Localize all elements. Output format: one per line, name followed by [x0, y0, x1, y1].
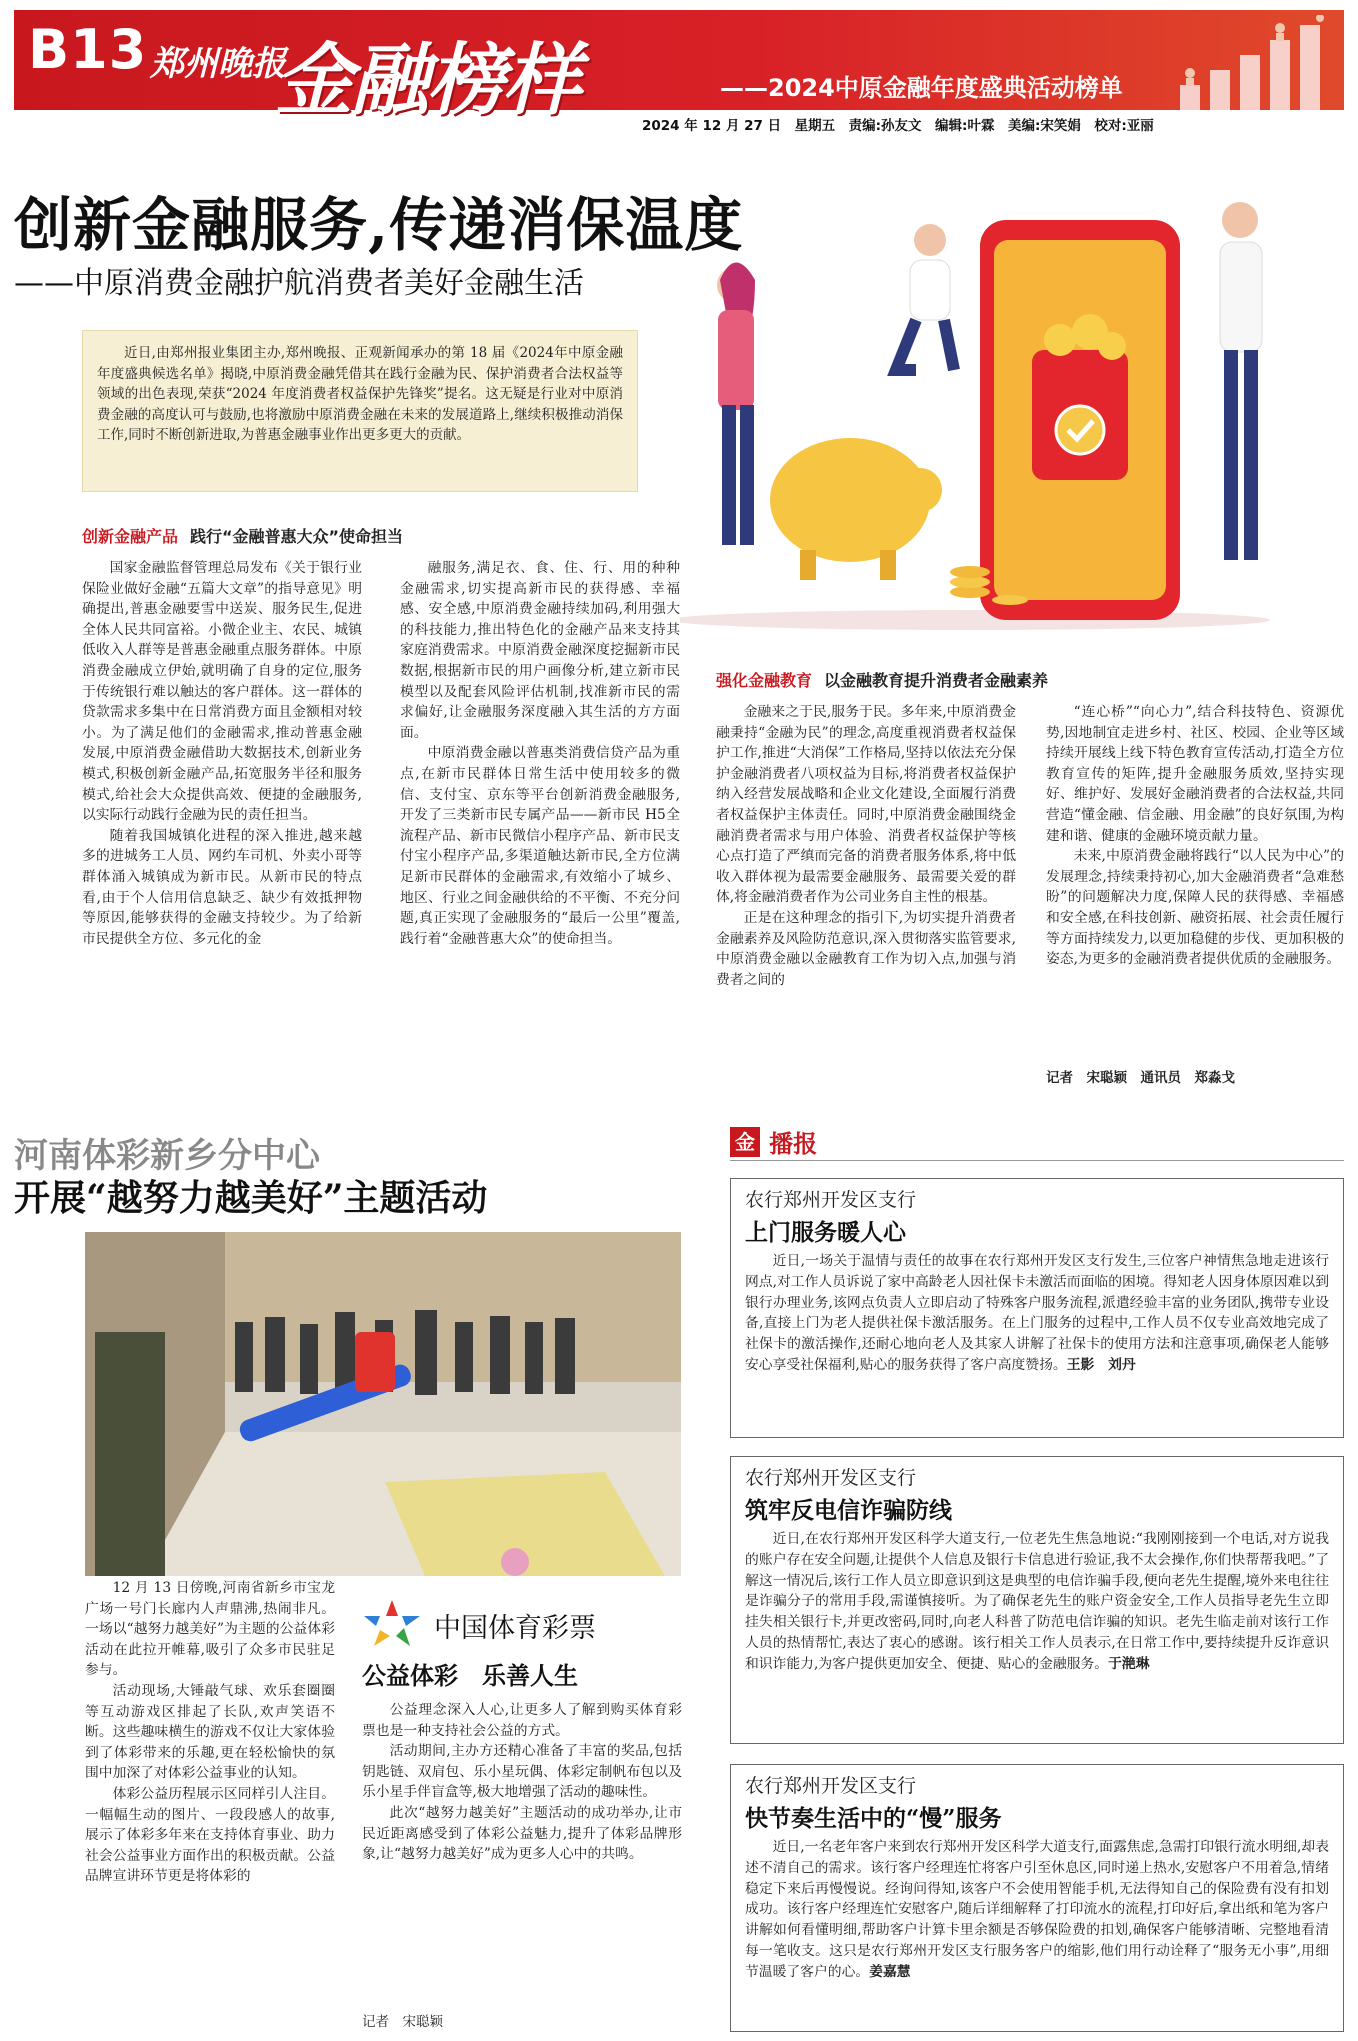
news-item	[730, 1456, 1344, 1744]
paragraph: 体彩公益历程展示区同样引人注目。一幅幅生动的图片、一段段感人的故事,展示了体彩多年来在支持体育事业、助力社会公益事业方面作出的积极贡献。公益品牌宣讲环节更是将体彩的	[85, 1785, 335, 1885]
section-heading-2	[716, 668, 1048, 691]
article-subheadline: ——中原消费金融护航消费者美好金融生活	[14, 266, 584, 301]
event-photo	[85, 1232, 681, 1576]
paragraph: 随着我国城镇化进程的深入推进,越来越多的进城务工人员、网约车司机、外卖小哥等群体涌入城镇成为新市民。从新市民的特点看,由于个人信用信息缺乏、缺少有效抵押物等原因,能够获得的金融支持较少。为了给新市民提供全方位、多元化的金	[82, 827, 362, 947]
article2-title-line2: 开展“越努力越美好”主题活动	[14, 1177, 488, 1219]
paragraph: 正是在这种理念的指引下,为切实提升消费者金融素养及风险防范意识,深入贯彻落实监管要求,中原消费金融以金融教育工作为切入点,加强与消费者之间的	[716, 909, 1016, 988]
news-org: 农行郑州开发区支行	[745, 1467, 917, 1489]
section1-column-2	[400, 558, 680, 1088]
lottery-logo	[362, 1598, 682, 1690]
lottery-slogan: 公益体彩 乐善人生	[362, 1661, 578, 1690]
news-title: 快节奏生活中的“慢”服务	[745, 1805, 1002, 1832]
news-item	[730, 1178, 1344, 1438]
paragraph: 12 月 13 日傍晚,河南省新乡市宝龙广场一号门长廊内人声鼎沸,热闹非凡。一场以“越努力越美好”为主题的公益体彩活动在此拉开帷幕,吸引了众多市民驻足参与。	[85, 1580, 335, 1679]
article2-title-line1: 河南体彩新乡分中心	[14, 1136, 320, 1176]
masthead-title: 金融榜样	[275, 35, 580, 126]
section-tag: 创新金融产品	[82, 527, 179, 546]
section1-column-1	[82, 558, 362, 1088]
article2-column-2	[362, 1700, 682, 2020]
news-body: 近日,一名老年客户来到农行郑州开发区科学大道支行,面露焦虑,急需打印银行流水明细,却表述不清自己的需求。该行客户经理连忙将客户引至休息区,同时递上热水,安慰客户不用着急,情绪稳定下来后再慢慢说。经询问得知,该客户不会使用智能手机,无法得知自己的保险费有没有扣划成功。该行客户经理连忙安慰客户,随后详细解释了打印流水的流程,打印好后,拿出纸和笔为客户讲解如何看懂明细,帮助客户计算卡里余额是否够保险费的扣划,确保客户能够清晰、完整地看清每一笔收支。这只是农行郑州开发区支行服务客户的缩影,他们用行动诠释了“服务无小事”,用细节温暖了客户的心。	[745, 1839, 1329, 1980]
news-body: 近日,一场关于温情与责任的故事在农行郑州开发区支行发生,三位客户神情焦急地走进该行网点,对工作人员诉说了家中高龄老人因社保卡未激活而面临的困境。得知老人因身体原因难以到银行办理业务,该网点负责人立即启动了特殊客户服务流程,派遣经验丰富的业务团队,携带专业设备,直接上门为老人提供社保卡激活服务。在上门服务的过程中,工作人员不仅专业高效地完成了社保卡的激活操作,还耐心地向老人及其家人讲解了社保卡的使用方法和注意事项,确保老人能够安心享受社保福利,贴心的服务获得了客户高度赞扬。	[745, 1253, 1329, 1373]
newspaper-brand: 郑州晚报	[150, 44, 286, 84]
section2-column-1	[716, 702, 1016, 1088]
news-section-header	[730, 1124, 817, 1159]
news-badge: 金	[730, 1127, 760, 1157]
paragraph: 活动现场,大锤敲气球、欢乐套圈圈等互动游戏区排起了长队,欢声笑语不断。这些趣味横生的游戏不仅让大家体验到了体彩带来的乐趣,更在轻松愉快的氛围中加深了对体彩公益事业的认知。	[85, 1682, 335, 1782]
article2-column-1	[85, 1578, 335, 2028]
header-subtitle: ——2024中原金融年度盛典活动榜单	[720, 74, 1123, 102]
news-author: 姜嘉慧	[869, 1963, 911, 1980]
lottery-name: 中国体育彩票	[434, 1613, 596, 1644]
news-title: 筑牢反电信诈骗防线	[745, 1497, 952, 1524]
article-byline: 记者 宋聪颖 通讯员 郑淼戈	[1046, 1070, 1235, 1086]
paragraph: 金融来之于民,服务于民。多年来,中原消费金融秉持“金融为民”的理念,高度重视消费者权益保护工作,推进“大消保”工作格局,坚持以依法充分保护金融消费者八项权益为目标,将消费者权益保护纳入经营发展战略和企业文化建设,全面履行消费者权益保护主体责任。同时,中原消费金融围绕金融消费者需求与用户体验、消费者权益保护等核心点打造了严缜而完备的消费者服务体系,将中低收入群体视为最需要金融服务、最需要关爱的群体,将金融消费者作为公司业务自主性的根基。	[716, 704, 1016, 906]
section-tag: 强化金融教育	[716, 671, 813, 690]
news-body: 近日,在农行郑州开发区科学大道支行,一位老先生焦急地说:“我刚刚接到一个电话,对方说我的账户存在安全问题,让提供个人信息及银行卡信息进行验证,我不太会操作,你们快帮帮我吧。”了解这一情况后,该行工作人员立即意识到这是典型的电信诈骗手段,便向老先生提醒,境外来电往往是诈骗分子的常用手段,需谨慎接听。为了确保老先生的账户资金安全,工作人员指导老先生立即挂失相关银行卡,并更改密码,同时,向老人科普了防范电信诈骗的知识。老先生临走前对该行工作人员的热情帮忙,表达了衷心的感谢。该行相关工作人员表示,在日常工作中,要持续提升反诈意识和识诈能力,为客户提供更加安全、便捷、贴心的金融服务。	[745, 1531, 1329, 1672]
news-item	[730, 1764, 1344, 2032]
section-title: 以金融教育提升消费者金融素养	[824, 671, 1049, 690]
news-org: 农行郑州开发区支行	[745, 1189, 917, 1211]
finance-illustration	[680, 200, 1320, 630]
section-title: 践行“金融普惠大众”使命担当	[190, 527, 404, 546]
section-heading-1	[82, 524, 403, 547]
paragraph: 融服务,满足衣、食、住、行、用的种种金融需求,切实提高新市民的获得感、幸福感、安全感,中原消费金融持续加码,利用强大的科技能力,推出特色化的金融产品来支持其家庭消费需求。中原消费金融深度挖掘新市民数据,根据新市民的用户画像分析,建立新市民模型以及配套风险评估机制,找准新市民的需求偏好,让金融服务深度融入其生活的方方面面。	[400, 560, 680, 741]
divider	[730, 1160, 1344, 1161]
news-author: 于滟琳	[1108, 1655, 1150, 1672]
paragraph: 未来,中原消费金融将践行“以人民为中心”的发展理念,持续秉持初心,加大金融消费者“急难愁盼”的问题解决力度,保障人民的获得感、幸福感和安全感,在科技创新、融资拓展、社会责任履行等方面持续发力,以更加稳健的步伐、更加积极的姿态,为更多的金融消费者提供优质的金融服务。	[1046, 848, 1344, 968]
paragraph: 活动期间,主办方还精心准备了丰富的奖品,包括钥匙链、双肩包、乐小星玩偶、体彩定制帆布包以及乐小星手伴盲盒等,极大地增强了活动的趣味性。	[362, 1743, 682, 1801]
paragraph: 中原消费金融以普惠类消费信贷产品为重点,在新市民群体日常生活中使用较多的微信、支付宝、京东等平台创新消费金融服务,开发了三类新市民专属产品——新市民 H5全流程产品、新市民微信小程序产品、新市民支付宝小程序产品,多渠道触达新市民,全方位满足新市民群体的金融需求,有效缩小了城乡、地区、行业之间金融供给的不平衡、不充分问题,真正实现了金融服务的“最后一公里”覆盖,践行着“金融普惠大众”的使命担当。	[400, 745, 680, 947]
lottery-star-icon	[362, 1598, 422, 1648]
page-code: B13	[28, 18, 148, 81]
news-title: 上门服务暖人心	[745, 1219, 906, 1246]
paragraph: “连心桥”“向心力”,结合科技特色、资源优势,因地制宜走进乡村、社区、校园、企业等区域持续开展线上线下特色教育宣传活动,打造全方位教育宣传的矩阵,提升金融服务质效,坚持实现好、维护好、发展好金融消费者的合法权益,共同营造“懂金融、信金融、用金融”的良好氛围,为构建和谐、健康的金融环境贡献力量。	[1046, 704, 1344, 844]
paragraph: 公益理念深入人心,让更多人了解到购买体育彩票也是一种支持社会公益的方式。	[362, 1702, 682, 1739]
news-org: 农行郑州开发区支行	[745, 1775, 917, 1797]
paragraph: 国家金融监督管理总局发布《关于银行业保险业做好金融“五篇大文章”的指导意见》明确提出,普惠金融要雪中送炭、服务民生,促进全体人民共同富裕。小微企业主、农民、城镇低收入人群等是普惠金融重点服务群体。中原消费金融成立伊始,就明确了自身的定位,服务于传统银行难以触达的客户群体。这一群体的贷款需求多集中在日常消费方面且金额相对较小。为了满足他们的金融需求,推动普惠金融发展,中原消费金融借助大数据技术,创新业务模式,积极创新金融产品,拓宽服务半径和服务模式,给社会大众提供高效、便捷的金融服务,以实际行动践行金融为民的责任担当。	[82, 560, 362, 824]
article-intro: 近日,由郑州报业集团主办,郑州晚报、正观新闻承办的第 18 届《2024年中原金融年度盛典候选名单》揭晓,中原消费金融凭借其在践行金融为民、保护消费者合法权益等领域的出色表现,荣获“2024 年度消费者权益保护先锋奖”提名。这无疑是行业对中原消费金融的高度认可与鼓励,也将激励中原消费金融在未来的发展道路上,继续积极推动消保工作,同时不断创新进取,为普惠金融事业作出更多更大的贡献。	[82, 330, 638, 492]
climbing-people-icon	[1170, 15, 1340, 110]
article2-byline: 记者 宋聪颖	[362, 2014, 443, 2030]
dateline: 2024 年 12 月 27 日 星期五 责编:孙友文 编辑:叶霖 美编:宋笑娟 校对:亚丽	[642, 118, 1154, 134]
section2-column-2	[1046, 702, 1344, 1062]
news-author: 王影 刘丹	[1066, 1356, 1136, 1373]
paragraph: 此次“越努力越美好”主题活动的成功举办,让市民近距离感受到了体彩公益魅力,提升了体彩品牌形象,让“越努力越美好”成为更多人心中的共鸣。	[362, 1804, 682, 1863]
news-section-title: 播报	[769, 1129, 818, 1158]
article-headline: 创新金融服务,传递消保温度	[14, 191, 744, 259]
